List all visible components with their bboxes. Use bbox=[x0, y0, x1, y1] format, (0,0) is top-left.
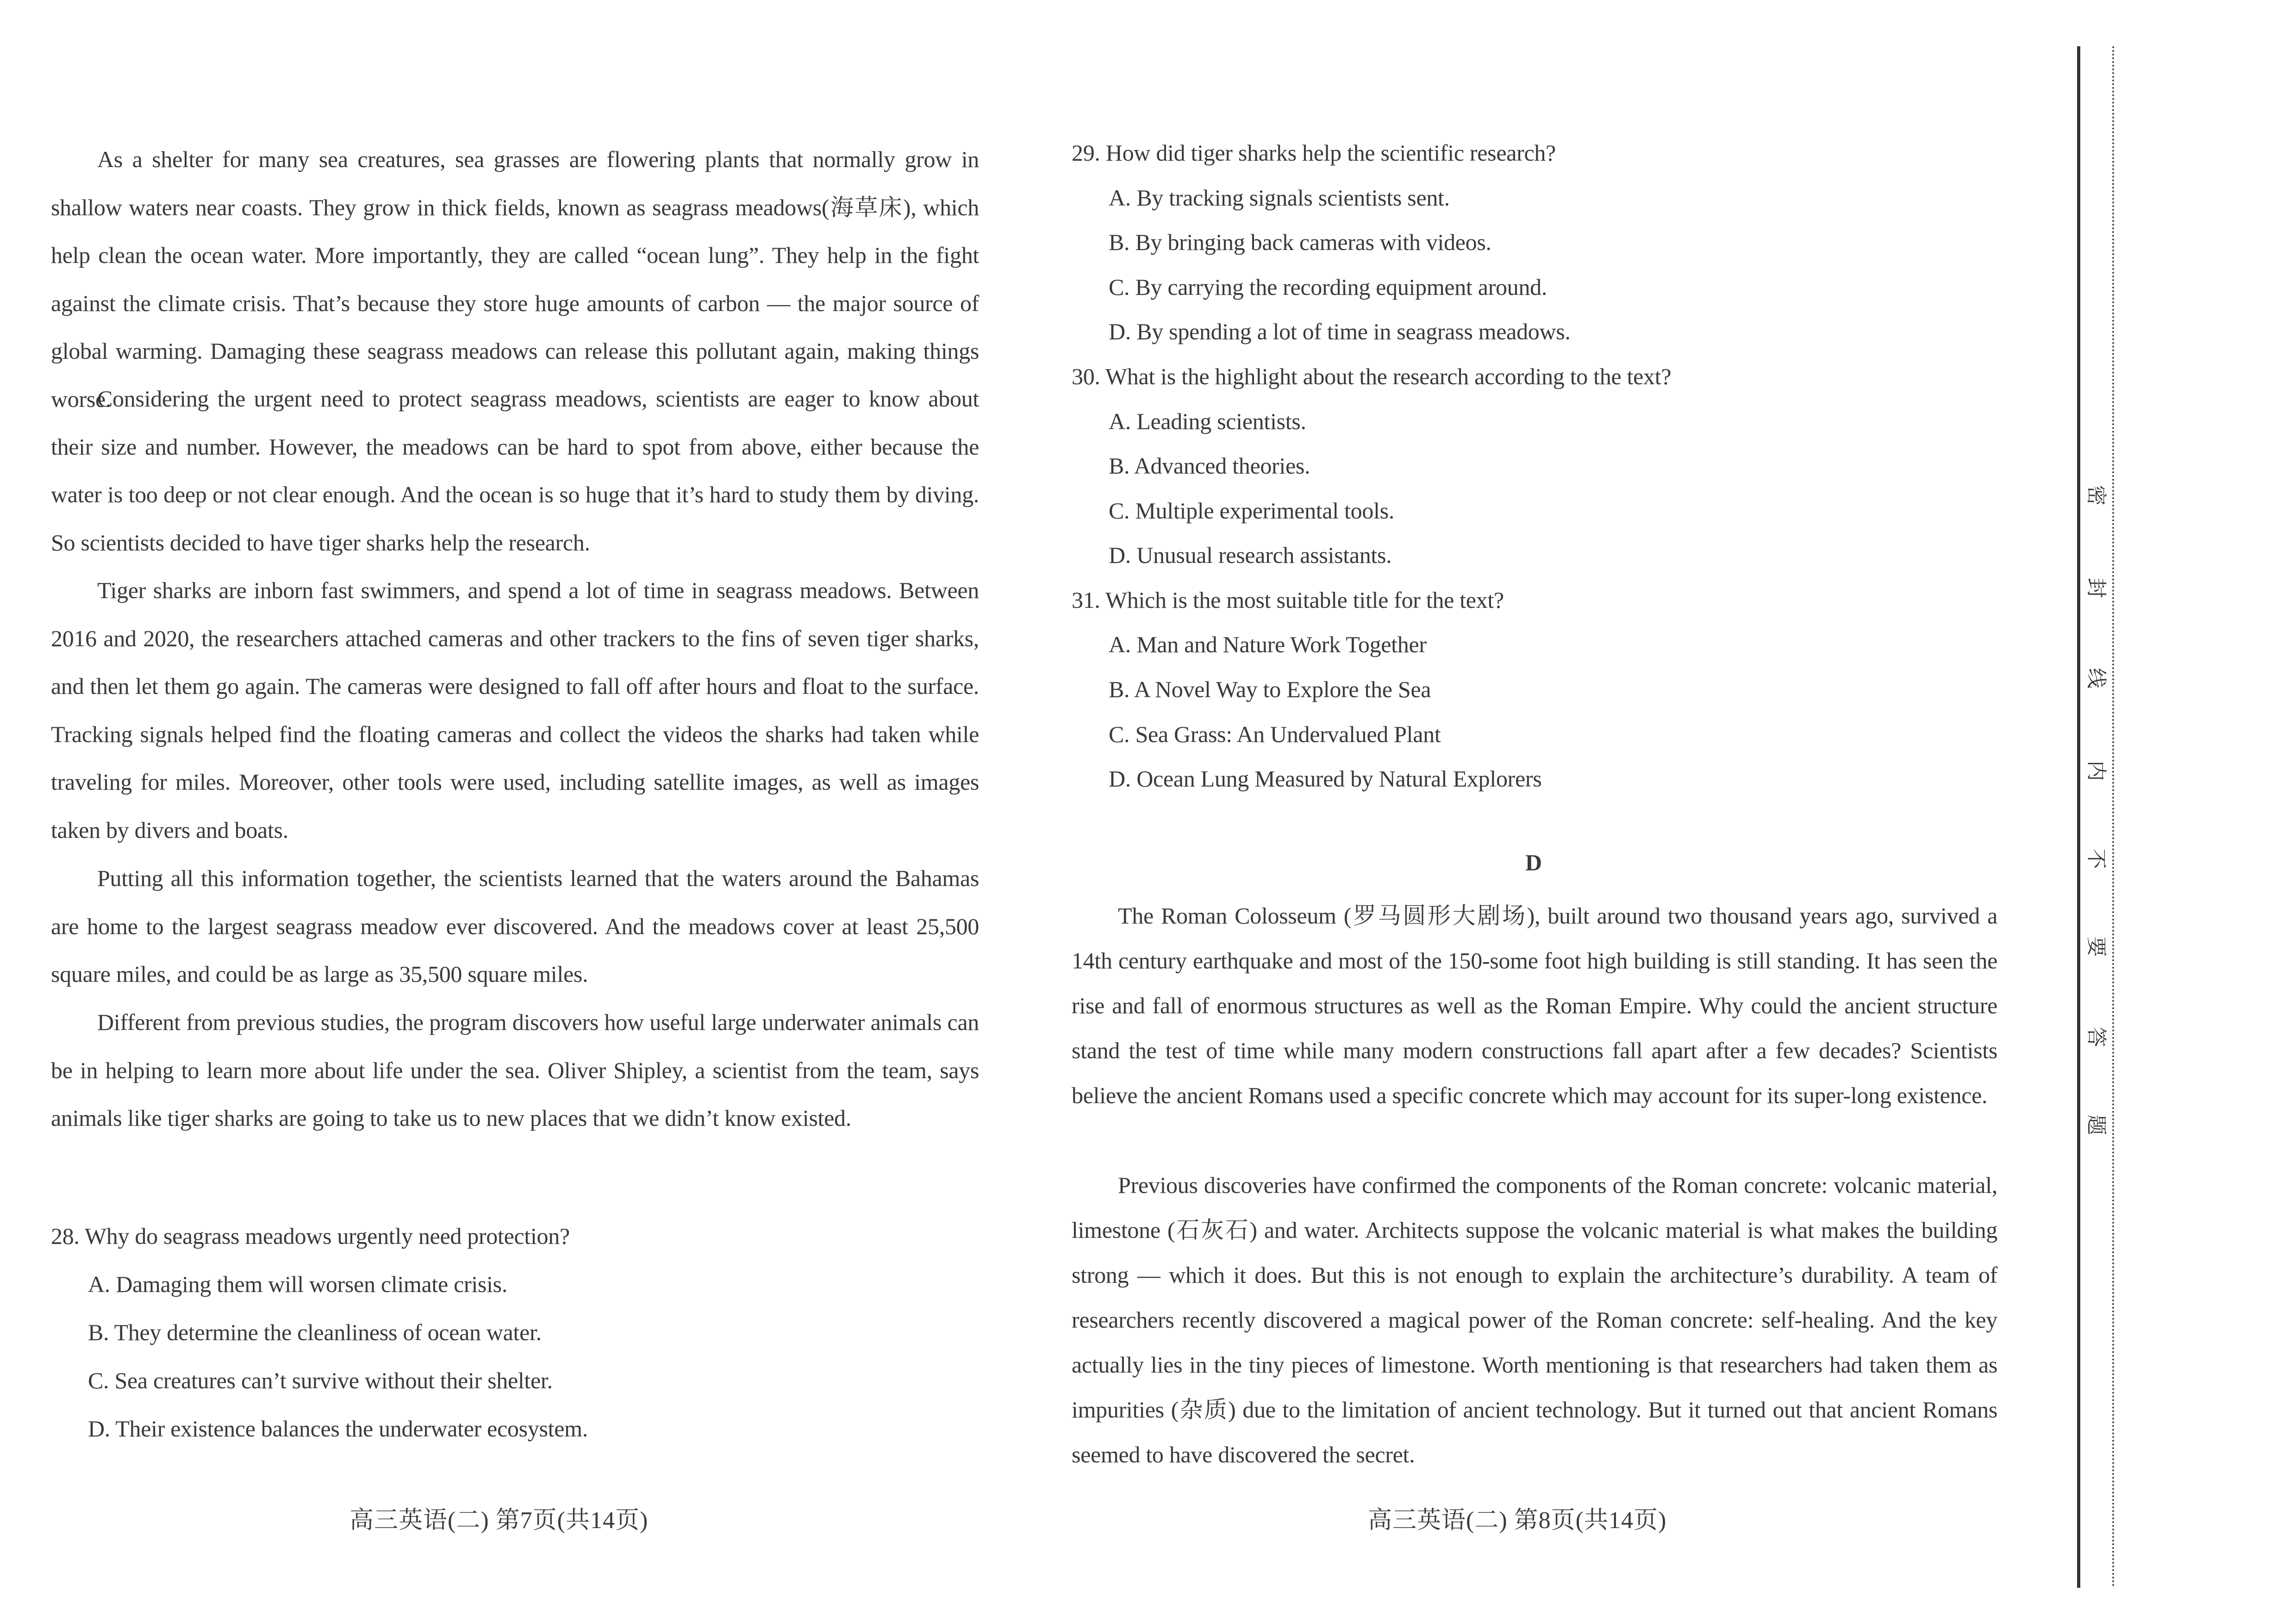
question-option: D. By spending a lot of time in seagrass meadows. bbox=[1109, 318, 1571, 344]
question-option: B. Advanced theories. bbox=[1109, 453, 1310, 479]
passage-paragraph: The Roman Colosseum (罗马圆形大剧场), built around two thousand years ago, survived a 14th century earthquake and most of the 150-some foot high building is still standing. It has seen the rise and fall of enormous structures as well as the Roman Empire. Why could the ancient structure stand the test of time while many modern constructions fall apart after a few decades? Scientists believe the ancient Romans used a specific concrete which may account for its super-long existence. bbox=[1072, 903, 1997, 1108]
question-stem: 29. How did tiger sharks help the scientific research? bbox=[1072, 140, 1556, 166]
question-option: A. By tracking signals scientists sent. bbox=[1109, 185, 1450, 211]
page-footer-right: 高三英语(二) 第8页(共14页) bbox=[1368, 1507, 1667, 1534]
seal-char: 线 bbox=[2084, 668, 2108, 688]
question-option: D. Their existence balances the underwater ecosystem. bbox=[88, 1416, 588, 1442]
question-option: D. Unusual research assistants. bbox=[1109, 542, 1392, 568]
question-option: B. By bringing back cameras with videos. bbox=[1109, 229, 1491, 255]
passage-paragraph: Previous discoveries have confirmed the components of the Roman concrete: volcanic material, limestone (石灰石) and water. Architects suppose the volcanic material is what makes the building strong — which it does. But this is not enough to explain the architecture’s durability. A team of researchers recently discovered a magical power of the Roman concrete: self-healing. And the key actually lies in the tiny pieces of limestone. Worth mentioning is that researchers had taken them as impurities (杂质) due to the limitation of ancient technology. But it turned out that ancient Romans seemed to have discovered the secret. bbox=[1072, 1172, 1997, 1467]
passage-paragraph: Tiger sharks are inborn fast swimmers, and spend a lot of time in seagrass meadows. Between 2016 and 2020, the researchers attached cameras and other trackers to the fins of seven tiger sharks, and then let them go again. The cameras were designed to fall off after hours and float to the surface. Tracking signals helped find the floating cameras and collect the videos the sharks had taken while traveling for miles. Moreover, other tools were used, including satellite images, as well as images taken by divers and boats. bbox=[51, 577, 979, 843]
question-option: C. By carrying the recording equipment around. bbox=[1109, 274, 1547, 300]
question-option: A. Damaging them will worsen climate crisis. bbox=[88, 1271, 508, 1297]
seal-dotted-line bbox=[2112, 46, 2114, 1588]
question-option: C. Sea creatures can’t survive without their shelter. bbox=[88, 1367, 553, 1393]
passage-paragraph: Putting all this information together, the scientists learned that the waters around the Bahamas are home to the largest seagrass meadow ever discovered. And the meadows cover at least 25,500 square miles, and could be as large as 35,500 square miles. bbox=[51, 865, 979, 987]
seal-char: 要 bbox=[2084, 936, 2108, 957]
seal-char: 内 bbox=[2084, 761, 2108, 781]
seal-char: 不 bbox=[2084, 849, 2108, 869]
question-option: A. Man and Nature Work Together bbox=[1109, 631, 1427, 657]
question-option: D. Ocean Lung Measured by Natural Explorers bbox=[1109, 766, 1542, 792]
question-option: A. Leading scientists. bbox=[1109, 408, 1306, 434]
seal-solid-line bbox=[2077, 46, 2080, 1588]
passage-paragraph: Different from previous studies, the program discovers how useful large underwater animals can be in helping to learn more about life under the sea. Oliver Shipley, a scientist from the team, says animals like tiger sharks are going to take us to new places that we didn’t know existed. bbox=[51, 1009, 979, 1131]
question-stem: 31. Which is the most suitable title for the text? bbox=[1072, 587, 1504, 613]
seal-char: 封 bbox=[2084, 578, 2108, 598]
question-option: C. Multiple experimental tools. bbox=[1109, 498, 1394, 524]
question-option: C. Sea Grass: An Undervalued Plant bbox=[1109, 721, 1441, 747]
page-footer-left: 高三英语(二) 第7页(共14页) bbox=[349, 1507, 649, 1534]
passage-paragraph: As a shelter for many sea creatures, sea grasses are flowering plants that normally grow in shallow waters near coasts. They grow in thick fields, known as seagrass meadows(海草床), which help clean the ocean water. More importantly, they are called “ocean lung”. They help in the fight against the climate crisis. That’s because they store huge amounts of carbon — the major source of global warming. Damaging these seagrass meadows can release this pollutant again, making things worse. bbox=[51, 146, 979, 412]
question-option: B. A Novel Way to Explore the Sea bbox=[1109, 676, 1431, 702]
question-stem: 28. Why do seagrass meadows urgently need protection? bbox=[51, 1223, 570, 1249]
seal-char: 密 bbox=[2084, 485, 2108, 506]
seal-char: 答 bbox=[2084, 1027, 2108, 1047]
question-stem: 30. What is the highlight about the research according to the text? bbox=[1072, 363, 1672, 389]
section-heading: D bbox=[1525, 849, 1542, 875]
seal-char: 题 bbox=[2084, 1115, 2108, 1135]
passage-paragraph: Considering the urgent need to protect seagrass meadows, scientists are eager to know about their size and number. However, the meadows can be hard to spot from above, either because the water is too deep or not clear enough. And the ocean is so huge that it’s hard to study them by diving. So scientists decided to have tiger sharks help the research. bbox=[51, 386, 979, 556]
question-option: B. They determine the cleanliness of ocean water. bbox=[88, 1319, 542, 1345]
